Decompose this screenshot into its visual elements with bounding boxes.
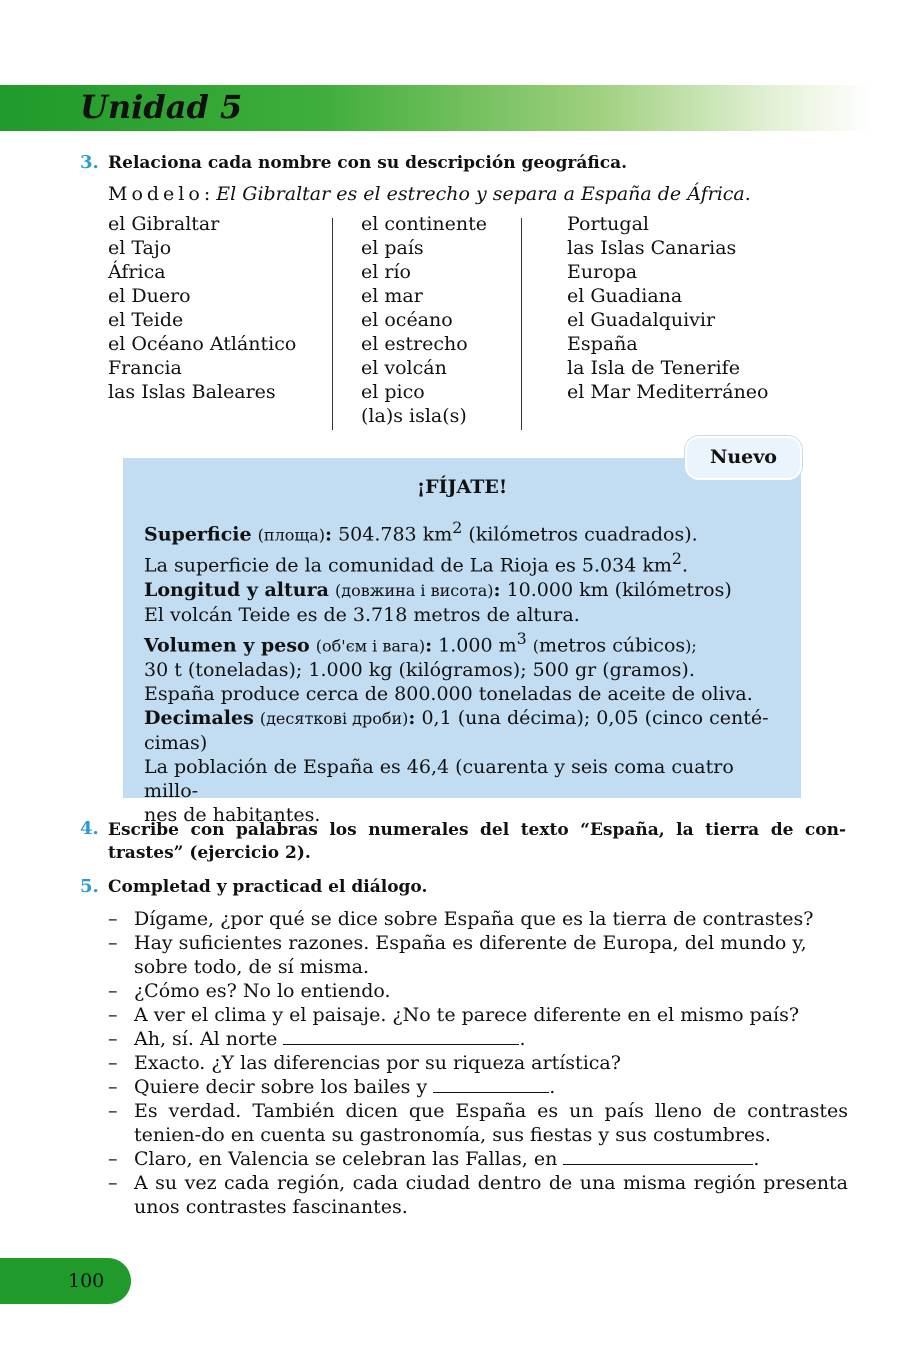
volumen-value: 1.000 m xyxy=(438,633,517,656)
volumen-translation: (об'єм і вага) xyxy=(315,635,426,655)
dash: – xyxy=(108,1148,118,1170)
dialog-line xyxy=(108,1171,848,1219)
dialog-text: A su vez cada región, cada ciudad dentro de una misma región presenta unos contrastes fascinantes. xyxy=(134,1172,848,1218)
dash: – xyxy=(108,1100,118,1122)
dash: – xyxy=(108,908,118,930)
page-number-tab xyxy=(0,1258,131,1304)
dash: – xyxy=(108,1052,118,1074)
nuevo-badge: Nuevo xyxy=(685,436,802,480)
dialog-line xyxy=(108,1099,848,1147)
decimales-value: 0,1 (una décima); 0,05 (cinco centé- xyxy=(421,706,769,729)
superscript: 2 xyxy=(452,518,463,537)
dash: – xyxy=(108,1028,118,1050)
unit-title: Unidad 5 xyxy=(80,88,243,126)
blank-field[interactable] xyxy=(433,1076,549,1093)
rioja-line xyxy=(144,547,784,577)
poblacion-line-2: nes de habitantes. xyxy=(144,803,321,826)
dialog xyxy=(108,907,848,1219)
column-divider xyxy=(521,218,522,430)
decimales-line xyxy=(144,706,784,731)
model-label: Modelo xyxy=(108,183,204,205)
longitud-value: 10.000 km (kilómetros) xyxy=(506,578,732,601)
dialog-text: Ah, sí. Al norte xyxy=(134,1028,278,1050)
longitud-line xyxy=(144,578,784,603)
dialog-line xyxy=(108,931,848,979)
names-column xyxy=(108,212,296,404)
list-item: Francia xyxy=(108,357,182,379)
exercise-5-title: Completad y practicad el diálogo. xyxy=(108,877,428,897)
list-item: Portugal xyxy=(567,213,649,235)
dash: – xyxy=(108,1004,118,1026)
dialog-text: Es verdad. También dicen que España es un país lleno de contrastes tenien-do en cuenta su gastronomía, sus fiestas y sus costumbres. xyxy=(134,1100,848,1146)
dialog-text: ¿Cómo es? No lo entiendo. xyxy=(134,980,391,1002)
list-item: el río xyxy=(361,261,411,283)
dialog-text: A ver el clima y el paisaje. ¿No te parece diferente en el mismo país? xyxy=(134,1004,800,1026)
superscript: 3 xyxy=(516,628,527,648)
superficie-line xyxy=(144,516,784,547)
list-item: el Mar Mediterráneo xyxy=(567,381,769,403)
list-item: el mar xyxy=(361,285,423,307)
volumen-unit: metros cúbicos xyxy=(538,633,686,656)
list-item: el Teide xyxy=(108,309,184,331)
superficie-unit: (kilómetros cuadrados). xyxy=(468,523,698,546)
superscript: 2 xyxy=(671,549,682,569)
dialog-text: Exacto. ¿Y las diferencias por su riqueza artística? xyxy=(134,1052,621,1074)
dash: – xyxy=(108,1076,118,1098)
exercise-3-number: 3. xyxy=(80,152,99,173)
list-item: el Guadiana xyxy=(567,285,683,307)
list-item: España xyxy=(567,333,638,355)
fijate-content xyxy=(144,516,784,827)
list-item: el continente xyxy=(361,213,487,235)
list-item: el estrecho xyxy=(361,333,468,355)
dialog-text: Dígame, ¿por qué se dice sobre España que es la tierra de contrastes? xyxy=(134,908,814,930)
dialog-text: Claro, en Valencia se celebran las Fallas, en xyxy=(134,1148,558,1170)
poblacion-line: La población de España es 46,4 (cuarenta y seis coma cuatro millo- xyxy=(144,755,734,802)
period: . xyxy=(681,554,688,577)
dialog-text: Hay suficientes razones. España es diferente de Europa, del mundo y, sobre todo, de sí misma. xyxy=(134,932,807,978)
superficie-translation: (площа) xyxy=(257,525,326,545)
list-item: el Duero xyxy=(108,285,191,307)
exercise-3-title: Relaciona cada nombre con su descripción geográfica. xyxy=(108,153,628,173)
list-item: el Océano Atlántico xyxy=(108,333,297,355)
paren: ( xyxy=(532,635,539,655)
volumen-line xyxy=(144,627,784,658)
tons-line: 30 t (toneladas); 1.000 kg (kilógramos); 500 gr (gramos). xyxy=(144,658,695,681)
colon: : xyxy=(493,578,501,601)
fijate-title: ¡FÍJATE! xyxy=(416,476,508,498)
list-item: el Gibraltar xyxy=(108,213,220,235)
rioja-text: La superficie de la comunidad de La Rioja es 5.034 km xyxy=(144,554,672,577)
dialog-text: Quiere decir sobre los bailes y xyxy=(134,1076,428,1098)
list-item: la Isla de Tenerife xyxy=(567,357,740,379)
superficie-label: Superficie xyxy=(144,523,252,546)
dash: – xyxy=(108,1172,118,1194)
dialog-line xyxy=(108,979,848,1003)
oil-line: España produce cerca de 800.000 toneladas de aceite de oliva. xyxy=(144,682,753,705)
dialog-line: – Quiere decir sobre los bailes y . xyxy=(108,1076,556,1098)
descriptions-column xyxy=(361,212,487,428)
exercise-4-line: trastes” (ejercicio 2). xyxy=(108,843,311,863)
dialog-line: – Claro, en Valencia se celebran las Fallas, en . xyxy=(108,1148,760,1170)
list-item: el pico xyxy=(361,381,425,403)
superficie-value: 504.783 km xyxy=(338,523,453,546)
teide-line: El volcán Teide es de 3.718 metros de altura. xyxy=(144,603,580,626)
exercise-4-line: Escribe con palabras los numerales del texto “España, la tierra de con- xyxy=(108,820,846,840)
list-item: el país xyxy=(361,237,424,259)
list-item: el volcán xyxy=(361,357,447,379)
places-column xyxy=(567,212,769,404)
list-item: el Tajo xyxy=(108,237,172,259)
paren: ); xyxy=(685,635,697,655)
exercise-4-title xyxy=(108,819,846,865)
exercise-4-number: 4. xyxy=(80,818,99,839)
decimales-translation: (десяткові дроби) xyxy=(259,708,409,728)
longitud-translation: (довжина і висота) xyxy=(334,580,494,600)
blank-field[interactable] xyxy=(283,1028,519,1045)
dialog-line: – Ah, sí. Al norte . xyxy=(108,1028,526,1050)
decimales-line-2: cimas) xyxy=(144,731,208,754)
list-item: las Islas Canarias xyxy=(567,237,737,259)
dialog-line xyxy=(108,907,848,931)
list-item: el océano xyxy=(361,309,453,331)
model-example xyxy=(108,183,751,205)
list-item: las Islas Baleares xyxy=(108,381,276,403)
dash: – xyxy=(108,932,118,954)
colon: : xyxy=(425,633,433,656)
model-colon: : xyxy=(203,183,211,205)
dialog-line xyxy=(108,1051,848,1075)
list-item: el Guadalquivir xyxy=(567,309,716,331)
blank-field[interactable] xyxy=(563,1148,753,1165)
dash: – xyxy=(108,980,118,1002)
colon: : xyxy=(325,523,333,546)
volumen-label: Volumen y peso xyxy=(144,633,310,656)
list-item: África xyxy=(108,261,166,283)
page-number: 100 xyxy=(68,1270,105,1292)
dialog-line xyxy=(108,1003,848,1027)
list-item: (la)s isla(s) xyxy=(361,405,467,427)
decimales-label: Decimales xyxy=(144,706,254,729)
column-divider xyxy=(332,218,333,430)
longitud-label: Longitud y altura xyxy=(144,578,329,601)
exercise-5-number: 5. xyxy=(80,876,99,897)
model-text: El Gibraltar es el estrecho y separa a España de África. xyxy=(216,183,751,205)
list-item: Europa xyxy=(567,261,638,283)
colon: : xyxy=(408,706,416,729)
